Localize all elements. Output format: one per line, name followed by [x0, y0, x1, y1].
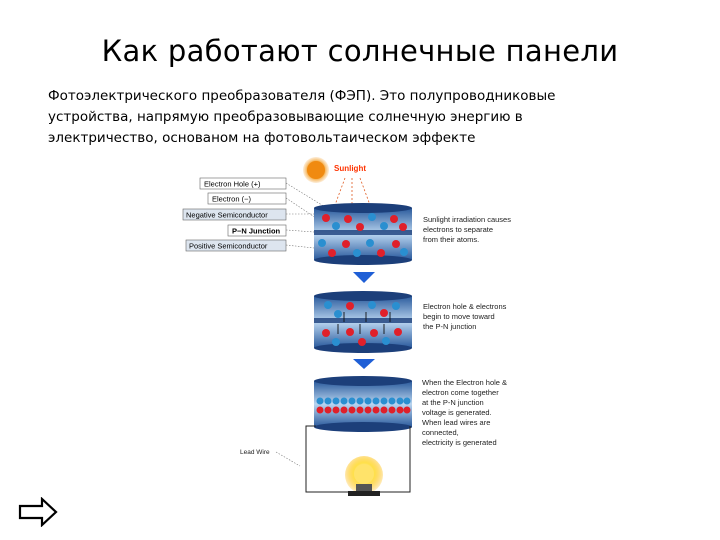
paragraph-line: Фотоэлектрического преобразователя (ФЭП). Это полупроводниковые	[48, 88, 556, 104]
lead-wire-leader	[276, 452, 300, 466]
sunlight-label: Sunlight	[334, 164, 366, 173]
sun-rays	[335, 178, 370, 205]
legend-electron: Electron (−)	[212, 194, 251, 204]
legend	[183, 178, 286, 251]
step-2-line: begin to move toward	[423, 312, 495, 321]
lead-wire-label: Lead Wire	[240, 449, 270, 456]
sun-icon	[303, 157, 329, 183]
step-2-text	[423, 302, 508, 331]
step-3-line: When lead wires are	[422, 418, 491, 427]
legend-positive-semiconductor: Positive Semiconductor	[189, 241, 268, 251]
legend-pn-junction: P−N Junction	[232, 226, 281, 236]
light-bulb-icon	[345, 456, 383, 496]
step-3-line: electricity is generated	[422, 438, 497, 447]
step-3-line: When the Electron hole &	[422, 378, 508, 387]
step-3-line: at the P-N junction	[422, 398, 484, 407]
paragraph-line: устройства, напрямую преобразовывающие солнечную энергию в	[48, 109, 523, 125]
step-3-text	[422, 378, 509, 447]
step-3-line: voltage is generated.	[422, 408, 492, 417]
step-2-line: Electron hole & electrons	[423, 302, 507, 311]
legend-electron-hole: Electron Hole (+)	[204, 179, 261, 189]
step-3-line: connected,	[422, 428, 459, 437]
step-1-line: Sunlight irradiation causes	[423, 215, 511, 224]
step-1-line: electrons to separate	[423, 225, 494, 234]
step-3-line: electron come together	[422, 388, 499, 397]
step-1-text	[423, 215, 513, 244]
legend-negative-semiconductor: Negative Semiconductor	[186, 210, 268, 220]
down-arrow-icon	[353, 359, 375, 369]
paragraph-line: электричество, основаном на фотовольтаическом эффекте	[48, 130, 476, 146]
solar-cell-step-1	[314, 203, 412, 265]
slide-title: Как работают солнечные панели	[101, 34, 619, 68]
down-arrow-icon	[353, 272, 375, 283]
next-arrow-icon[interactable]	[18, 497, 58, 527]
step-1-line: from their atoms.	[423, 235, 480, 244]
step-2-line: the P-N junction	[423, 322, 477, 331]
